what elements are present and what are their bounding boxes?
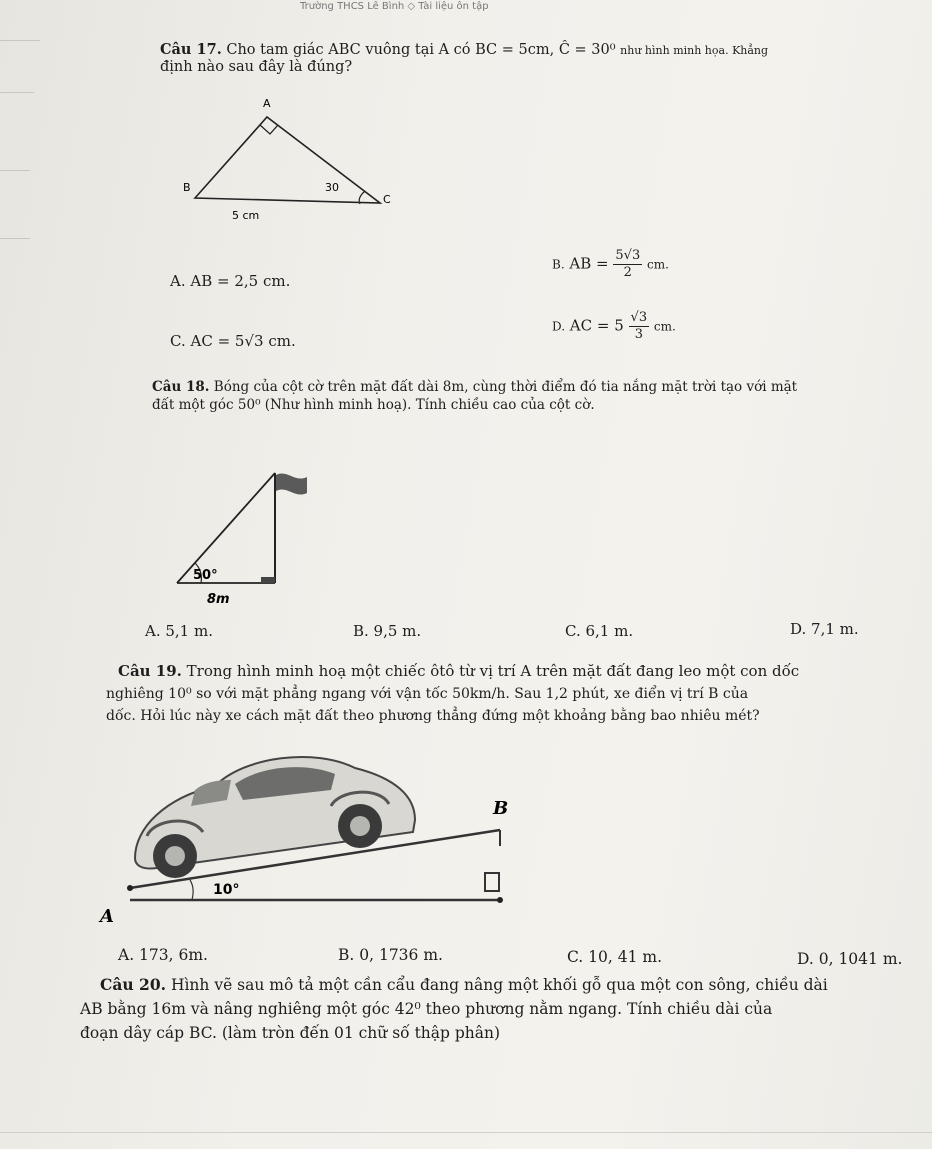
- q19-text1: Trong hình minh hoạ một chiếc ôtô từ vị trí A trên mặt đất đang leo một con dốc: [186, 662, 800, 680]
- q18-option-d[interactable]: D. 7,1 m.: [790, 620, 859, 638]
- angle-10-label: 10°: [213, 882, 240, 898]
- triangle-abc: [195, 117, 380, 203]
- q18-line2: đất một góc 50⁰ (Như hình minh hoạ). Tính chiều cao của cột cờ.: [152, 397, 595, 413]
- fraction: [613, 248, 642, 281]
- q18-option-c[interactable]: C. 6,1 m.: [565, 622, 634, 640]
- vertex-b-label: B: [183, 181, 191, 194]
- angle-50-label: 50°: [193, 568, 218, 583]
- q17-text1: Cho tam giác ABC vuông tại A có BC = 5cm,: [226, 42, 555, 58]
- flag: [276, 473, 307, 494]
- q18-option-a[interactable]: A. 5,1 m.: [145, 622, 213, 640]
- option-unit: cm.: [653, 319, 676, 334]
- option-letter: D.: [552, 319, 566, 334]
- q20-line3: đoạn dây cáp BC. (làm tròn đến 01 chữ số thập phân): [80, 1024, 501, 1042]
- right-angle-block: [261, 577, 275, 583]
- q19-line2: nghiêng 10⁰ so với mặt phẳng ngang với vận tốc 50km/h. Sau 1,2 phút, xe điển vị trí B của: [106, 686, 749, 702]
- q19-line1: [118, 662, 799, 681]
- q17-line1: [160, 40, 768, 60]
- option-letter: B.: [552, 257, 565, 272]
- page-bottom-rule: [0, 1132, 932, 1133]
- fraction-numerator: √3: [630, 310, 648, 325]
- q17-option-d[interactable]: [552, 310, 676, 343]
- angle-30-label: 30: [325, 181, 339, 194]
- option-text: AC = 5√3 cm.: [190, 332, 296, 350]
- q18-option-b[interactable]: B. 9,5 m.: [353, 622, 422, 640]
- q17-angle: Ĉ = 30⁰: [558, 42, 616, 58]
- q20-line1: [100, 974, 828, 996]
- fraction-denominator: 3: [634, 327, 643, 342]
- q17-line2: định nào sau đây là đúng?: [160, 59, 353, 75]
- q19-label: Câu 19.: [118, 662, 182, 680]
- q17-label: Câu 17.: [160, 41, 222, 58]
- q18-text1: Bóng của cột cờ trên mặt đất dài 8m, cùng thời điểm đó tia nắng mặt trời tạo với mặt: [213, 379, 798, 395]
- q18-label: Câu 18.: [152, 379, 210, 395]
- fraction-numerator: 5√3: [615, 248, 641, 263]
- car: [135, 757, 415, 878]
- point-b-label: B: [493, 798, 509, 819]
- vertex-a-label: A: [263, 97, 271, 110]
- q19-line3: dốc. Hỏi lúc này xe cách mặt đất theo phương thẳng đứng một khoảng bằng bao nhiêu mét?: [106, 708, 760, 724]
- margin-rule: [0, 170, 30, 171]
- point-a-dot: [127, 885, 133, 891]
- q20-text1: Hình vẽ sau mô tả một cần cẩu đang nâng một khối gỗ qua một con sông, chiều dài: [170, 976, 828, 994]
- option-text: AB = 2,5 cm.: [190, 272, 291, 290]
- q19-car-slope-figure: [95, 728, 535, 928]
- margin-rule: [0, 40, 40, 41]
- q17-text2: như hình minh họa. Khẳng: [620, 44, 769, 57]
- side-bc-label: 5 cm: [232, 209, 260, 222]
- q17-option-c[interactable]: [170, 332, 296, 350]
- q19-option-d[interactable]: D. 0, 1041 m.: [797, 950, 903, 968]
- q17-option-b[interactable]: [552, 248, 669, 281]
- q19-option-c[interactable]: C. 10, 41 m.: [567, 948, 663, 966]
- option-text: AB =: [569, 254, 609, 273]
- angle-arc: [190, 880, 193, 900]
- margin-rule: [0, 238, 30, 239]
- q17-triangle-figure: [175, 95, 405, 230]
- right-angle-mark: [260, 125, 278, 134]
- ground-end-dot: [497, 897, 503, 903]
- q17-option-a[interactable]: [170, 272, 290, 290]
- length-8m-label: 8m: [207, 592, 230, 607]
- option-unit: cm.: [647, 257, 669, 272]
- fraction-denominator: 2: [623, 265, 632, 280]
- q18-line1: [152, 378, 797, 397]
- option-text: AC = 5: [569, 316, 624, 335]
- q19-option-a[interactable]: A. 173, 6m.: [118, 946, 208, 964]
- vertex-c-label: C: [383, 193, 391, 206]
- q18-flagpole-figure: [165, 455, 315, 615]
- right-angle-mark: [485, 873, 499, 891]
- q20-line2: AB bằng 16m và nâng nghiêng một góc 42⁰ theo phương nằm ngang. Tính chiều dài của: [80, 1000, 773, 1018]
- option-letter: A.: [170, 272, 186, 290]
- page-header: Trường THCS Lê Bình ◇ Tài liệu ôn tập: [300, 1, 489, 12]
- option-letter: C.: [170, 332, 186, 350]
- point-a-label: A: [100, 906, 114, 927]
- sun-ray: [177, 473, 275, 583]
- margin-rule: [0, 92, 34, 93]
- q19-option-b[interactable]: B. 0, 1736 m.: [338, 946, 443, 964]
- fraction: [629, 310, 650, 343]
- q20-label: Câu 20.: [100, 975, 167, 994]
